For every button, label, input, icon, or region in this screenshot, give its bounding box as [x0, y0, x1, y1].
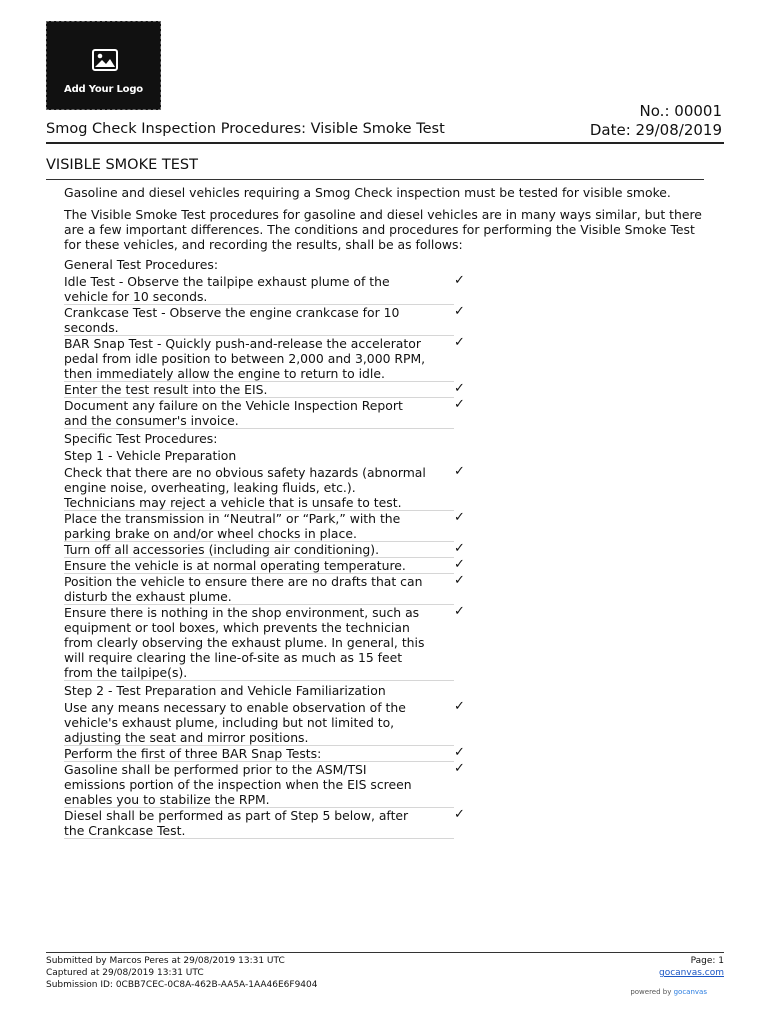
step1-heading: Step 1 - Vehicle Preparation: [64, 448, 237, 463]
step2-checklist: [64, 700, 714, 839]
checkmark-icon: ✓: [454, 807, 465, 822]
checklist-item: [64, 573, 465, 605]
checklist-item-text: Place the transmission in “Neutral” or “Park,” with the parking brake on and/or wheel chocks in place.: [64, 511, 401, 541]
checklist-item-text: Crankcase Test - Observe the engine crankcase for 10 seconds.: [64, 305, 400, 335]
checklist-item-text: Document any failure on the Vehicle Inspection Report and the consumer's invoice.: [64, 398, 403, 428]
checklist-item-text: Position the vehicle to ensure there are no drafts that can disturb the exhaust plume.: [64, 574, 423, 604]
checklist-item-text: Perform the first of three BAR Snap Tests:: [64, 746, 322, 761]
checklist-item: [64, 604, 465, 681]
checkmark-icon: ✓: [454, 557, 465, 572]
checkmark-icon: ✓: [454, 604, 465, 619]
checkmark-icon: ✓: [454, 335, 465, 350]
checklist-item-text: Gasoline shall be performed prior to the ASM/TSI emissions portion of the inspection when the EIS screen enables you to stabilize the RPM.: [64, 762, 412, 807]
checklist-item-text: Enter the test result into the EIS.: [64, 382, 268, 397]
header-divider: [46, 142, 724, 144]
step1-checklist: [64, 465, 714, 681]
checkmark-icon: ✓: [454, 397, 465, 412]
page-number: Page: 1: [690, 956, 724, 966]
submitted-by: Submitted by Marcos Peres at 29/08/2019 13:31 UTC: [46, 956, 285, 966]
checklist-item: [64, 304, 465, 336]
document-body: [64, 185, 714, 839]
checklist-item-text: Turn off all accessories (including air conditioning).: [64, 542, 380, 557]
checklist-item-text: Diesel shall be performed as part of Step 5 below, after the Crankcase Test.: [64, 808, 409, 838]
powered-by-label: powered by: [630, 988, 672, 996]
checkmark-icon: ✓: [454, 745, 465, 760]
checklist-item: [64, 397, 465, 429]
intro-paragraph: The Visible Smoke Test procedures for gasoline and diesel vehicles are in many ways similar, but there are a few important differences. The conditions and procedures for performing the Visible Smoke Test for these vehicles, and recording the results, shall be as follows:: [64, 207, 702, 252]
checklist-item-text: Idle Test - Observe the tailpipe exhaust plume of the vehicle for 10 seconds.: [64, 274, 390, 304]
checkmark-icon: ✓: [454, 699, 465, 714]
checklist-item: [64, 557, 465, 574]
checklist-item-text: Check that there are no obvious safety hazards (abnormal engine noise, overheating, leaking fluids, etc.). Technicians may reject a vehicle that is unsafe to test.: [64, 465, 426, 510]
checkmark-icon: ✓: [454, 573, 465, 588]
image-icon: [92, 49, 118, 71]
checklist-item: [64, 335, 465, 382]
checklist-item: [64, 510, 465, 542]
checkmark-icon: ✓: [454, 761, 465, 776]
logo-placeholder[interactable]: [46, 21, 161, 110]
intro-paragraph: Gasoline and diesel vehicles requiring a Smog Check inspection must be tested for visible smoke.: [64, 185, 671, 200]
checkmark-icon: ✓: [454, 541, 465, 556]
submission-id: Submission ID: 0CBB7CEC-0C8A-462B-AA5A-1AA46E6F9404: [46, 980, 318, 990]
footer-info: [46, 955, 318, 991]
checklist-item: [64, 541, 465, 558]
checklist-item: [64, 699, 465, 746]
checkmark-icon: ✓: [454, 304, 465, 319]
checklist-item-text: Use any means necessary to enable observation of the vehicle's exhaust plume, including but not limited to, adjusting the seat and mirror positions.: [64, 700, 406, 745]
checklist-item-text: BAR Snap Test - Quickly push-and-release the accelerator pedal from idle position to between 2,000 and 3,000 RPM, then immediately allow the engine to return to idle.: [64, 336, 426, 381]
checkmark-icon: ✓: [454, 464, 465, 479]
checklist-item: [64, 381, 465, 398]
checklist-item: [64, 807, 465, 839]
checklist-item: [64, 745, 465, 762]
checkmark-icon: ✓: [454, 381, 465, 396]
powered-by-brand: gocanvas: [673, 988, 707, 996]
checklist-item: [64, 464, 465, 511]
document-number: No.: 00001: [639, 102, 722, 120]
footer-divider: [46, 952, 724, 953]
step2-heading: Step 2 - Test Preparation and Vehicle Familiarization: [64, 683, 386, 698]
checklist-item: [64, 273, 465, 305]
general-heading: General Test Procedures:: [64, 257, 218, 272]
powered-by: [630, 988, 707, 996]
checkmark-icon: ✓: [454, 273, 465, 288]
checklist-item-text: Ensure there is nothing in the shop environment, such as equipment or tool boxes, which prevents the technician from clearly observing the exhaust plume. In general, this will require clearing the line-of-site as much as 15 feet from the tailpipe(s).: [64, 605, 425, 680]
checkmark-icon: ✓: [454, 510, 465, 525]
page-title: Smog Check Inspection Procedures: Visible Smoke Test: [46, 121, 445, 137]
checklist-item-text: Ensure the vehicle is at normal operating temperature.: [64, 558, 406, 573]
general-checklist: [64, 274, 714, 429]
section-title: VISIBLE SMOKE TEST: [46, 157, 198, 173]
logo-label: Add Your Logo: [64, 84, 143, 95]
document-date: Date: 29/08/2019: [589, 121, 722, 139]
gocanvas-link[interactable]: gocanvas.com: [659, 968, 724, 978]
section-divider: [46, 179, 704, 180]
checklist-item: [64, 761, 465, 808]
captured-at: Captured at 29/08/2019 13:31 UTC: [46, 968, 204, 978]
specific-heading: Specific Test Procedures:: [64, 431, 218, 446]
footer-meta: [659, 955, 724, 979]
